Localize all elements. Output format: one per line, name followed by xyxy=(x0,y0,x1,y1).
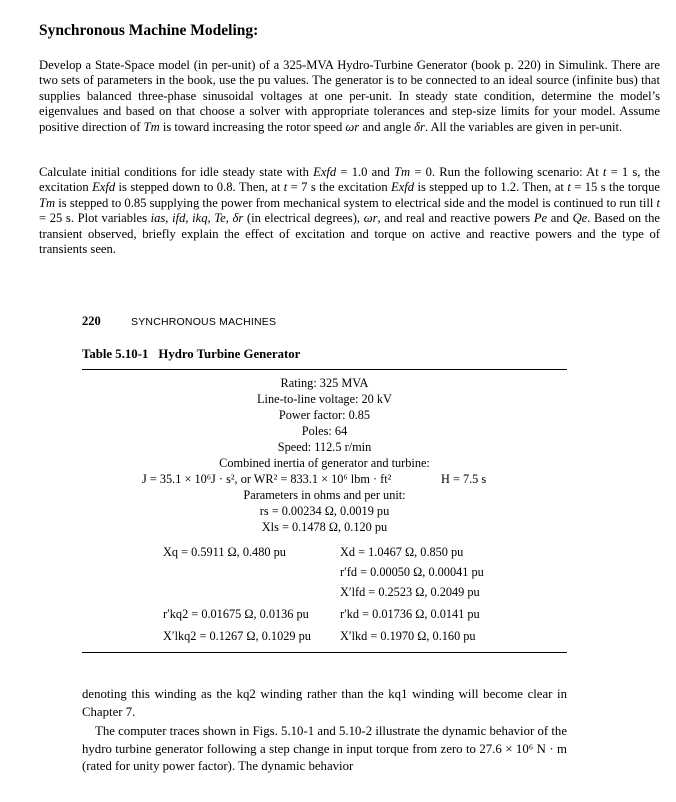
table-title: Hydro Turbine Generator xyxy=(158,347,301,361)
p2-var-t-1: t xyxy=(602,165,607,179)
speed: Speed: 112.5 r/min xyxy=(277,440,372,454)
p2-text-13: and xyxy=(547,211,573,226)
p1-text-3: and angle xyxy=(359,119,415,134)
param-rfd: r′fd = 0.00050 Ω, 0.00041 pu xyxy=(340,565,484,579)
p1-text-2: is toward increasing the rotor speed xyxy=(159,119,346,134)
p1-var-wr: ωr xyxy=(345,119,360,134)
param-rkq2: r′kq2 = 0.01675 Ω, 0.0136 pu xyxy=(163,607,309,621)
p2-text-1: Calculate initial conditions for idle steady state with xyxy=(39,165,314,179)
p2-var-t-3: t xyxy=(567,180,571,195)
p2-text-11: (in electrical degrees), xyxy=(243,211,364,226)
p2-var-wr: ωr xyxy=(363,211,378,226)
p2-text-6: = 7 s the excitation xyxy=(287,180,392,195)
book-body-paragraph-1: denoting this winding as the kq2 winding rather than the kq1 winding will become clear in Chapter 7. xyxy=(82,687,567,719)
p2-var-exfd-2: Exfd xyxy=(92,180,116,195)
p1-text-4: . All the variables are given in per-unit. xyxy=(424,119,623,134)
rating: Rating: 325 MVA xyxy=(280,376,369,390)
param-rs: rs = 0.00234 Ω, 0.0019 pu xyxy=(259,504,390,518)
p1-var-dr: δr xyxy=(414,119,425,134)
assignment-paragraph-1 xyxy=(39,58,660,135)
book-running-head: SYNCHRONOUS MACHINES xyxy=(131,316,277,328)
power-factor: Power factor: 0.85 xyxy=(278,408,371,422)
poles: Poles: 64 xyxy=(301,424,348,438)
parameters-label: Parameters in ohms and per unit: xyxy=(243,488,406,502)
inertia-constant: H = 7.5 s xyxy=(441,472,487,486)
p2-var-exfd-3: Exfd xyxy=(391,180,415,195)
p2-text-12: , and real and reactive powers xyxy=(377,211,534,226)
p1-var-tm: Tm xyxy=(143,119,160,134)
p2-var-qe: Qe xyxy=(572,211,588,226)
p2-text-10: = 25 s. Plot variables xyxy=(39,211,151,226)
p2-text-7: is stepped up to 1.2. Then, at xyxy=(414,180,568,195)
param-xd: Xd = 1.0467 Ω, 0.850 pu xyxy=(340,545,464,559)
document-title: Synchronous Machine Modeling: xyxy=(39,22,259,39)
assignment-paragraph-2 xyxy=(39,165,660,257)
p2-text-8: = 15 s the torque xyxy=(570,180,660,195)
book-body-paragraph-2: The computer traces shown in Figs. 5.10-1 and 5.10-2 illustrate the dynamic behavior of the hydro turbine generator following a step change in input torque from zero to 27.6 × 10⁶ N · m (rated for unity power factor). The dynamic behavior xyxy=(82,724,567,773)
p2-var-tm-1: Tm xyxy=(394,165,411,179)
inertia-value: J = 35.1 × 10⁶J · s², or WR² = 833.1 × 10⁶ lbm · ft² xyxy=(142,472,392,486)
p2-var-t-4: t xyxy=(656,195,660,210)
table-bottom-rule xyxy=(82,652,567,653)
table-label: Table 5.10-1 xyxy=(82,347,149,361)
p2-var-exfd-1: Exfd xyxy=(313,165,337,179)
p1-text-1: Develop a State-Space model (in per-unit) of a 325-MVA Hydro-Turbine Generator (book p. 220) in Simulink. There are two sets of parameters in the book, use the pu values. The generator is to be connected to an ideal source (infinite bus) that supplies balanced three-phase sinusoidal voltages at one per-unit. In steady state condition, determine the model’s eigenvalues and based on that choose a solver with appropriate tolerances and step-size limits for your model. Assume positive direction of xyxy=(39,58,660,134)
line-voltage: Line-to-line voltage: 20 kV xyxy=(257,392,392,406)
p2-plot-variables: ias, ifd, ikq, Te, δr xyxy=(150,211,244,226)
book-page-number: 220 xyxy=(82,314,101,328)
param-xls: Xls = 0.1478 Ω, 0.120 pu xyxy=(261,520,388,534)
table-top-rule xyxy=(82,369,567,370)
param-xlfd: X′lfd = 0.2523 Ω, 0.2049 pu xyxy=(340,585,480,599)
param-xq: Xq = 0.5911 Ω, 0.480 pu xyxy=(163,545,286,559)
p2-var-tm-2: Tm xyxy=(39,195,56,210)
p2-text-4: = 1 s, the excitation xyxy=(39,165,660,195)
p2-var-pe: Pe xyxy=(533,211,548,226)
p2-text-5: is stepped down to 0.8. Then, at xyxy=(115,180,284,195)
p2-text-14: . Based on the transient observed, briefly explain the effect of excitation and torque on active and reactive powers and the type of transients seen. xyxy=(39,211,661,257)
param-xlkq2: X′lkq2 = 0.1267 Ω, 0.1029 pu xyxy=(163,629,311,643)
param-rkd: r′kd = 0.01736 Ω, 0.0141 pu xyxy=(340,607,480,621)
param-xlkd: X′lkd = 0.1970 Ω, 0.160 pu xyxy=(340,629,476,643)
inertia-label: Combined inertia of generator and turbine: xyxy=(219,456,430,470)
table-caption xyxy=(82,347,310,362)
p2-text-3: = 0. Run the following scenario: At xyxy=(410,165,603,179)
p2-var-t-2: t xyxy=(283,180,288,195)
p2-text-2: = 1.0 and xyxy=(336,165,395,179)
p2-text-9: is stepped to 0.85 supplying the power from mechanical system to electrical side and the model is continued to run till xyxy=(55,195,657,210)
